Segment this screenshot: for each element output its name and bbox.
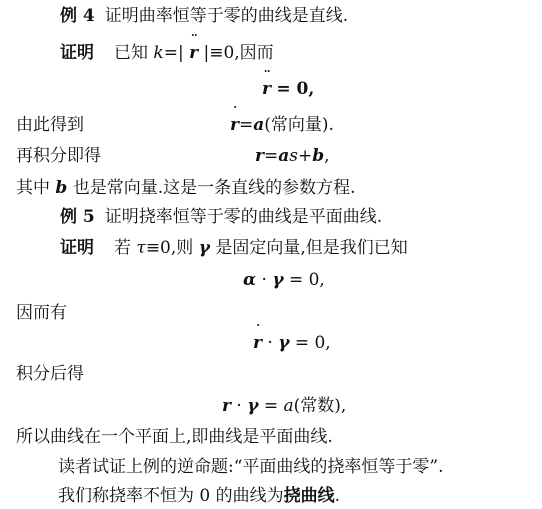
after-integrate-line <box>16 364 84 384</box>
conclusion-line <box>16 427 333 447</box>
constant-a: a <box>283 396 294 416</box>
proof-2-line <box>60 238 408 258</box>
eq2-gamma: γ <box>272 270 284 290</box>
proof-2-rest: 是固定向量,但是我们已知 <box>215 238 408 258</box>
alpha-symbol: α <box>243 270 257 290</box>
after-integrate-text: 积分后得 <box>16 364 84 384</box>
example-5-line <box>60 207 382 227</box>
proof-1-rest: |≡0,因而 <box>203 43 274 63</box>
eq1-rest: = 0, <box>276 79 315 99</box>
where-line <box>16 178 356 198</box>
eq3-rest: = 0, <box>294 333 331 353</box>
eq4-dot: · <box>236 396 242 416</box>
equation-r-dot-a <box>230 115 334 135</box>
integrate-eq: = <box>263 146 279 166</box>
equation-r-as-b <box>255 146 330 166</box>
integrate-end: , <box>324 146 330 166</box>
proof-1-label: 证明 <box>60 43 94 63</box>
r-double-dot: ¨ r <box>189 43 198 63</box>
integrate-plus: + <box>297 146 313 166</box>
param-s: s <box>289 146 298 166</box>
gamma-symbol: γ <box>198 238 210 258</box>
eq4-eq: = <box>263 396 279 416</box>
example-4-statement: 证明曲率恒等于零的曲线是直线. <box>104 6 349 26</box>
eq4-rest: (常数), <box>293 396 347 416</box>
equation-r-gamma-a <box>222 396 346 416</box>
vector-a-2: a <box>278 146 290 166</box>
eq2-dot: · <box>261 270 267 290</box>
equation-r-ddot-zero <box>262 79 314 99</box>
proof-2-mid: ≡0,则 <box>145 238 194 258</box>
eq4-r: r <box>222 396 231 416</box>
example-5-label: 例 5 <box>60 207 95 227</box>
vector-b: b <box>312 146 325 166</box>
eq1-r-double-dot: ¨ r <box>262 79 271 99</box>
eq2-rest: = 0, <box>288 270 325 290</box>
where-rest: 也是常向量.这是一条直线的参数方程. <box>72 178 356 198</box>
proof-1-k: k <box>153 43 164 63</box>
hence-text: 由此得到 <box>16 115 84 135</box>
vector-b-2: b <box>55 178 68 198</box>
eq4-gamma: γ <box>247 396 259 416</box>
example-5-statement: 证明挠率恒等于零的曲线是平面曲线. <box>104 207 383 227</box>
vector-a: a <box>253 115 265 135</box>
r-dot: ˙ r <box>230 115 239 135</box>
proof-1-eq: =| <box>163 43 184 63</box>
example-4-line <box>60 6 348 26</box>
definition-term: 挠曲线 <box>283 486 335 506</box>
integrate-line <box>16 146 101 166</box>
tau-symbol: τ <box>136 238 146 258</box>
proof-2-label: 证明 <box>60 238 94 258</box>
eq3-r-dot: ˙ r <box>253 333 262 353</box>
reader-exercise-text: 读者试证上例的逆命题:“平面曲线的挠率恒等于零”. <box>58 457 444 477</box>
definition-pre: 我们称挠率不恒为 0 的曲线为 <box>58 486 284 506</box>
reader-exercise-line <box>58 457 444 477</box>
equation-alpha-gamma <box>243 270 325 290</box>
where-pre: 其中 <box>16 178 50 198</box>
therefore-line <box>16 303 67 323</box>
equation-rdot-gamma <box>253 333 331 353</box>
proof-2-pre: 若 <box>114 238 131 258</box>
definition-line <box>58 486 340 506</box>
vector-r: r <box>255 146 264 166</box>
conclusion-text: 所以曲线在一个平面上,即曲线是平面曲线. <box>16 427 333 447</box>
proof-1-line <box>60 43 274 63</box>
hence-rest: (常向量). <box>264 115 334 135</box>
eq3-dot: · <box>267 333 273 353</box>
hence-line <box>16 115 84 135</box>
therefore-text: 因而有 <box>16 303 67 323</box>
integrate-text: 再积分即得 <box>16 146 101 166</box>
proof-1-known: 已知 <box>114 43 148 63</box>
example-4-label: 例 4 <box>60 6 95 26</box>
hence-eq: = <box>238 115 254 135</box>
definition-end: . <box>334 486 341 506</box>
eq3-gamma: γ <box>278 333 290 353</box>
